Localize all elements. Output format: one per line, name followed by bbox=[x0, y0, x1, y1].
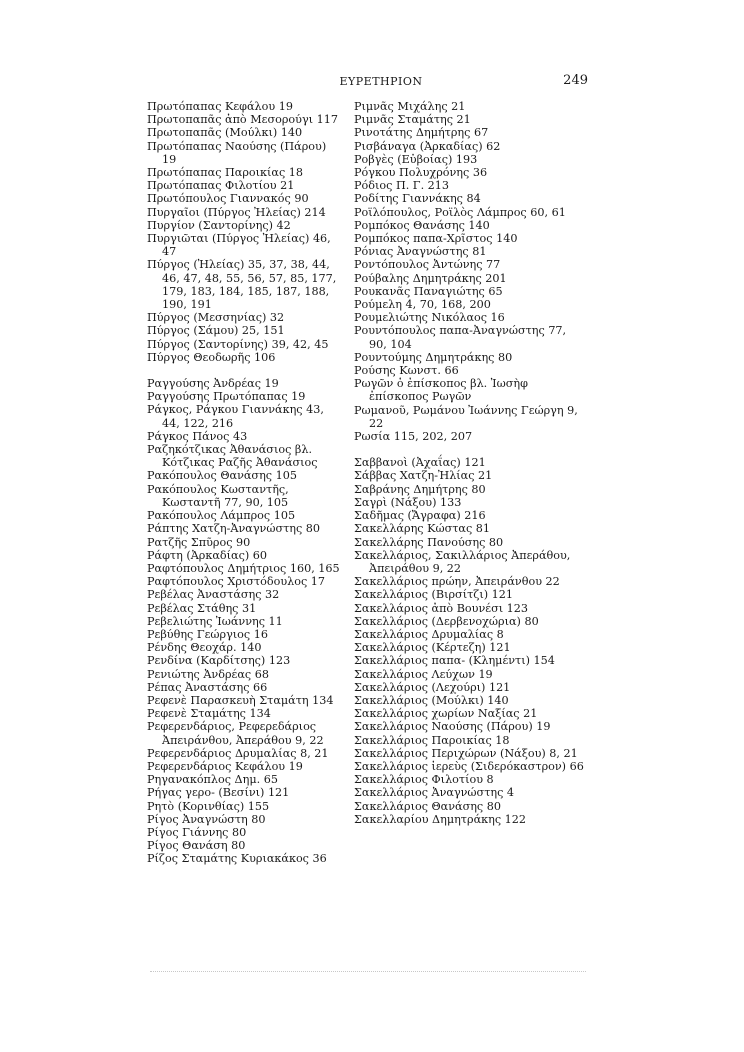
index-entry: Ρομπόκος Θανάσης 140 bbox=[354, 218, 490, 232]
index-entry: Πυργίον (Σαντορίνης) 42 bbox=[147, 218, 291, 232]
index-entry: Σαδῆμας (Ἄγραφα) 216 bbox=[354, 509, 486, 523]
index-entry: Πύργος (Σάμου) 25, 151 bbox=[147, 324, 285, 338]
index-entry: Ρούσης Κωνστ. 66 bbox=[354, 364, 459, 378]
index-entry: Σακελλάριος πρώην, Ἀπειράνθου 22 bbox=[354, 575, 560, 589]
index-entry: Ρουντούμης Δημητράκης 80 bbox=[354, 350, 513, 364]
index-entry: Πρωτόπαπας Ναούσης (Πάρου) 19 bbox=[147, 139, 327, 166]
index-entry: Πυργαῖοι (Πύργος Ἠλείας) 214 bbox=[147, 205, 326, 219]
index-entry: Ρομπόκος παπα-Χρῖστος 140 bbox=[354, 232, 518, 246]
index-entry: Σακελλάριος Φιλοτίου 8 bbox=[354, 773, 494, 787]
index-entry: Σακελλάρης Κώστας 81 bbox=[354, 522, 491, 536]
index-entry: Ροβγὲς (Εὐβοίας) 193 bbox=[354, 152, 478, 166]
index-entry: Πύργος Θεοδωρῆς 106 bbox=[147, 350, 276, 364]
index-entry: Ράγκος Πάνος 43 bbox=[147, 429, 248, 443]
index-entry: Ρινοτάτης Δημήτρης 67 bbox=[354, 126, 489, 140]
index-entry: Ραγγούσης Πρωτόπαπας 19 bbox=[147, 390, 306, 404]
index-entry: Σακελλάριος παπα- (Κλημέντι) 154 bbox=[354, 654, 555, 668]
index-entry: Ρόνιας Ἀναγνώστης 81 bbox=[354, 245, 487, 259]
index-entry: Ρεφενὲ Σταμάτης 134 bbox=[147, 707, 271, 721]
index-entry: Σακελλάρης Πανούσης 80 bbox=[354, 535, 504, 549]
index-entry: Ρενδίνα (Καρδίτσης) 123 bbox=[147, 654, 291, 668]
index-entry: Ρεβελιώτης Ἰωάννης 11 bbox=[147, 614, 283, 628]
index-entry: Σακελλάριος ἱερεὺς (Σιδερόκαστρον) 66 bbox=[354, 759, 584, 773]
page-number: 249 bbox=[563, 73, 588, 88]
index-entry: Ρεφερενδάριος, Ρεφερεδάριος Ἀπειράνθου, Ἀπεράθου 9, 22 bbox=[147, 720, 324, 747]
index-entry: Ρίγος Γιάννης 80 bbox=[147, 825, 247, 839]
index-entry: Πρωτόπουλος Γιαννακός 90 bbox=[147, 192, 309, 206]
index-entry: Ρίγος Ἀναγνώστη 80 bbox=[147, 812, 266, 826]
index-entry: Ρουκανᾶς Παναγιώτης 65 bbox=[354, 284, 503, 298]
index-entry: Σακελλάριος Λεύχων 19 bbox=[354, 667, 493, 681]
index-entry: Πρωτοπαπᾶς (Μούλκι) 140 bbox=[147, 126, 303, 140]
index-entry: Σακελλάριος ἀπὸ Βουνέσι 123 bbox=[354, 601, 528, 615]
index-entry: Ρητὸ (Κορινθίας) 155 bbox=[147, 799, 270, 813]
index-entry: Σακελλάριος (Δερβενοχώρια) 80 bbox=[354, 614, 539, 628]
index-entry: Ροντόπουλος Ἀντώνης 77 bbox=[354, 258, 501, 272]
index-entry: Σακελλάριος (Κέρτεζη) 121 bbox=[354, 641, 511, 655]
index-entry: Σακελλάριος Παροικίας 18 bbox=[354, 733, 510, 747]
index-entry: Ράπτης Χατζη-Ἀναγνώστης 80 bbox=[147, 522, 321, 536]
index-entry: Σακελλάριος χωρίων Ναξίας 21 bbox=[354, 707, 538, 721]
index-entry: Ρούβαλης Δημητράκης 201 bbox=[354, 271, 507, 285]
index-entry: Ραφτόπουλος Χριστόδουλος 17 bbox=[147, 575, 326, 589]
index-entry: Ρίζος Σταμάτης Κυριακάκος 36 bbox=[147, 852, 327, 866]
index-entry: Ροδίτης Γιαννάκης 84 bbox=[354, 192, 481, 206]
index-entry: Ρήγας γερο- (Βεσίνι) 121 bbox=[147, 786, 290, 800]
index-entry: Ρεβέλας Ἀναστάσης 32 bbox=[147, 588, 280, 602]
index-entry: Ρηγανακόπλος Δημ. 65 bbox=[147, 773, 278, 787]
index-entry: Πύργος (Ἠλείας) 35, 37, 38, 44, 46, 47, 48, 55, 56, 57, 85, 177, 179, 183, 184, 185, 187, 188, 190, 191 bbox=[147, 258, 337, 312]
index-entry: Πυργιῶται (Πύργος Ἠλείας) 46, 47 bbox=[147, 232, 331, 259]
index-entry: Πρωτοπαπᾶς ἀπὸ Μεσορούγι 117 bbox=[147, 113, 338, 127]
index-entry: Ράγκος, Ράγκου Γιαννάκης 43, 44, 122, 216 bbox=[147, 403, 324, 430]
index-entry: Σακελλάριος, Σακιλλάριος Ἀπεράθου, Ἀπειράθου 9, 22 bbox=[354, 548, 571, 575]
index-entry: Σακελλάριος (Λεχούρι) 121 bbox=[354, 680, 511, 694]
index-entry: Πρωτόπαπας Κεφάλου 19 bbox=[147, 100, 293, 113]
index-entry: Σακελλαρίου Δημητράκης 122 bbox=[354, 812, 526, 826]
index-entry: Ρόγκου Πολυχρόνης 36 bbox=[354, 166, 488, 180]
index-entry: Σαβράνης Δημήτρης 80 bbox=[354, 482, 486, 496]
index-entry: Πύργος (Σαντορίνης) 39, 42, 45 bbox=[147, 337, 329, 351]
index-entry: Ρεβέλας Στάθης 31 bbox=[147, 601, 257, 615]
index-entry: Ρακόπουλος Λάμπρος 105 bbox=[147, 509, 296, 523]
index-entry: Ρενιώτης Ἀνδρέας 68 bbox=[147, 667, 269, 681]
index-entry: Ρέπας Ἀναστάσης 66 bbox=[147, 680, 268, 694]
index-entry: Ρουντόπουλος παπα-Ἀναγνώστης 77, 90, 104 bbox=[354, 324, 567, 351]
index-entry: Ρωγῶν ὁ ἐπίσκοπος βλ. Ἰωσὴφ ἐπίσκοπος Ρωγῶν bbox=[354, 377, 528, 404]
index-entry: Ρεβύθης Γεώργιος 16 bbox=[147, 627, 268, 641]
index-entry: Ρακόπουλος Θανάσης 105 bbox=[147, 469, 297, 483]
running-head: ΕΥΡΕΤΗΡΙΟΝ bbox=[339, 75, 423, 88]
index-entry: Ρισβάναγα (Ἀρκαδίας) 62 bbox=[354, 139, 501, 153]
index-entry: Ραζηκότζικας Ἀθανάσιος βλ. Κότζικας Ραζῆς Ἀθανάσιος bbox=[147, 443, 318, 470]
index-entry: Σακελλάριος Δρυμαλίας 8 bbox=[354, 627, 504, 641]
index-entry: Σακελλάριος (Βιρσίτζι) 121 bbox=[354, 588, 513, 602]
index-entry: Ραφτόπουλος Δημήτριος 160, 165 bbox=[147, 561, 340, 575]
index-entry: Σακελλάριος Περιχώρων (Νάξου) 8, 21 bbox=[354, 746, 578, 760]
index-entry: Σάββας Χατζη-Ἠλίας 21 bbox=[354, 469, 493, 483]
index-entry: Ρατζῆς Σπῦρος 90 bbox=[147, 535, 251, 549]
index-entry: Σακελλάριος Ναούσης (Πάρου) 19 bbox=[354, 720, 551, 734]
index-entry: Σαββανοὶ (Ἀχαΐας) 121 bbox=[354, 456, 486, 470]
index-entry: Σαγρὶ (Νάξου) 133 bbox=[354, 495, 462, 509]
index-entry: Ρόδιος Π. Γ. 213 bbox=[354, 179, 450, 193]
index-entry: Ράφτη (Ἀρκαδίας) 60 bbox=[147, 548, 268, 562]
index-entry: Ρεφενὲ Παρασκευὴ Σταμάτη 134 bbox=[147, 693, 334, 707]
index-entry: Πύργος (Μεσσηνίας) 32 bbox=[147, 311, 285, 325]
index-entry: Σακελλάριος Θανάσης 80 bbox=[354, 799, 501, 813]
index-entry: Ρεφερενδάριος Κεφάλου 19 bbox=[147, 759, 303, 773]
index-entry: Ρουμελιώτης Νικόλαος 16 bbox=[354, 311, 505, 325]
index-entry: Ριμνᾶς Μιχάλης 21 bbox=[354, 100, 466, 113]
index-entry: Σακελλάριος (Μούλκι) 140 bbox=[354, 693, 509, 707]
index-column-left bbox=[147, 100, 343, 866]
index-entry: Ρίγος Θανάση 80 bbox=[147, 839, 246, 853]
index-entry: Πρωτόπαπας Φιλοτίου 21 bbox=[147, 179, 295, 193]
index-entry: Ρωμανοῦ, Ρωμάνου Ἰωάννης Γεώργη 9, 22 bbox=[354, 403, 578, 430]
index-entry: Ραγγούσης Ἀνδρέας 19 bbox=[147, 377, 279, 391]
index-entry: Ρακόπουλος Κωσταντῆς, Κωσταντῆ 77, 90, 105 bbox=[147, 482, 289, 509]
index-entry: Ροϊλόπουλος, Ροϊλὸς Λάμπρος 60, 61 bbox=[354, 205, 566, 219]
index-entry: Σακελλάριος Ἀναγνώστης 4 bbox=[354, 786, 515, 800]
index-entry: Ριμνᾶς Σταμάτης 21 bbox=[354, 113, 471, 127]
index-entry: Ρούμελη 4, 70, 168, 200 bbox=[354, 298, 491, 312]
index-column-right bbox=[354, 100, 586, 826]
index-entry: Ρωσία 115, 202, 207 bbox=[354, 430, 473, 444]
index-entry: Ρεφερενδάριος Δρυμαλίας 8, 21 bbox=[147, 746, 329, 760]
scan-edge-divider bbox=[150, 971, 586, 972]
index-entry: Ρένδης Θεοχάρ. 140 bbox=[147, 641, 262, 655]
index-entry: Πρωτόπαπας Παροικίας 18 bbox=[147, 166, 304, 180]
